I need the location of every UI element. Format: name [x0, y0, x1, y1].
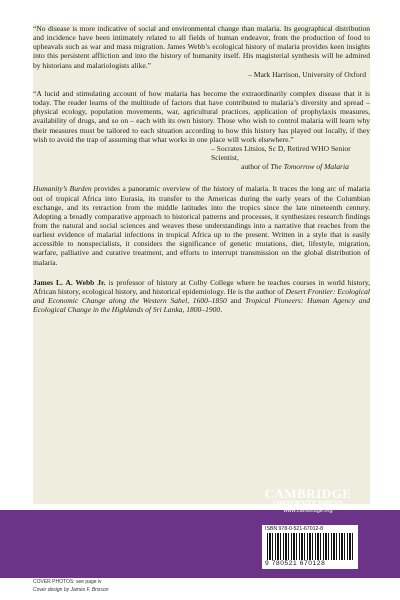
- book-title-humanitys-burden: Humanity’s Burden: [33, 184, 92, 194]
- cover-photos-credit: COVER PHOTOS: see page iv: [33, 579, 102, 585]
- book-title-desert-frontier: Desert Frontier: Ecological and Economic Change along the Western Sahel, 1600–1850: [33, 286, 370, 306]
- isbn-label: ISBN 978-0-521-67012-8: [265, 526, 323, 532]
- publisher-logo: [262, 487, 354, 515]
- quote-litsios-attribution: – Socrates Litsios, Sc D, Retired WHO Senior Scientist,: [211, 143, 351, 163]
- book-description: [33, 184, 370, 266]
- cover-credits: [33, 578, 109, 594]
- cover-design-credit: Cover design by James F. Brisson: [33, 587, 109, 593]
- book-title-tropical-pioneers: Tropical Pioneers: Human Agency and Ecological Change in the Highlands of Sri Lanka, 1800–1900: [33, 296, 370, 315]
- isbn-barcode: [262, 525, 358, 569]
- back-cover-text-panel: [33, 24, 370, 504]
- quote-litsios-attribution-book: [33, 162, 370, 171]
- author-bio-text1: is professor of history at Colby College where he teaches courses in world history, African history, ecological history, and historical epidemiology. He is the author of: [33, 277, 371, 296]
- author-bio-text2: and: [226, 296, 246, 306]
- author-bio: [33, 278, 370, 315]
- book-description-text: provides a panoramic overview of the history of malaria. It traces the long arc of malaria out of tropical Africa into Eurasia, its transfer to the Americas during the early years of the Columbian exchange, and its retraction from the middle latitudes into the tropics since the late nineteenth century. Adopting a broadly comparative approach to historical patterns and processes, it synthesizes research findings from the natural and social sciences and weaves these understandings into a narrative that reaches from the earliest evidence of malarial infections in tropical Africa up to the present. Written in a style that is easily accessible to nonspecialists, it considers the significance of genetic mutations, diet, lifestyle, migration, warfare, palliative and curative treatment, and efforts to interrupt transmission on the global distribution of malaria.: [33, 184, 370, 267]
- publisher-url: www.cambridge.org: [283, 508, 333, 514]
- author-name: James L. A. Webb Jr.: [33, 277, 106, 287]
- publisher-name: CAMBRIDGE: [264, 486, 352, 501]
- author-bio-text3: .: [220, 305, 223, 315]
- publisher-subtitle: UNIVERSITY PRESS: [272, 500, 344, 507]
- barcode-icon: [267, 533, 353, 560]
- quote-harrison: “No disease is more indicative of social and environmental change than malaria. Its geographical distribution and incidence have been intimately related to all fields of human endeavor, from the production of food to upheavals such as war and mass migration. James Webb’s ecological history of malaria provides keen insights into this persistent affliction and into the history of humanity itself. His magisterial synthesis will be admired by historians and malariologists alike.”: [33, 24, 370, 70]
- quote-harrison-attribution: – Mark Harrison, University of Oxford: [248, 69, 366, 79]
- barcode-number: 9 780521 670128: [265, 560, 326, 567]
- quote-litsios: “A lucid and stimulating account of how malaria has become the extraordinarily complex disease that it is today. The reader learns of the multitude of factors that have contributed to malaria’s diversity and spread – physical ecology, population movements, war, agricultural practices, application of prophylaxis measures, availability of drugs, and so on – each with its own history. Those who wish to control malaria will learn why their measures must be tailored to each situation according to how this history has played out locally, if they wish to avoid the trap of assuming that what works in one place will work elsewhere.”: [33, 88, 370, 144]
- author-of-label: author of: [241, 162, 269, 172]
- book-title-tomorrow-of-malaria: The Tomorrow of Malaria: [270, 162, 349, 172]
